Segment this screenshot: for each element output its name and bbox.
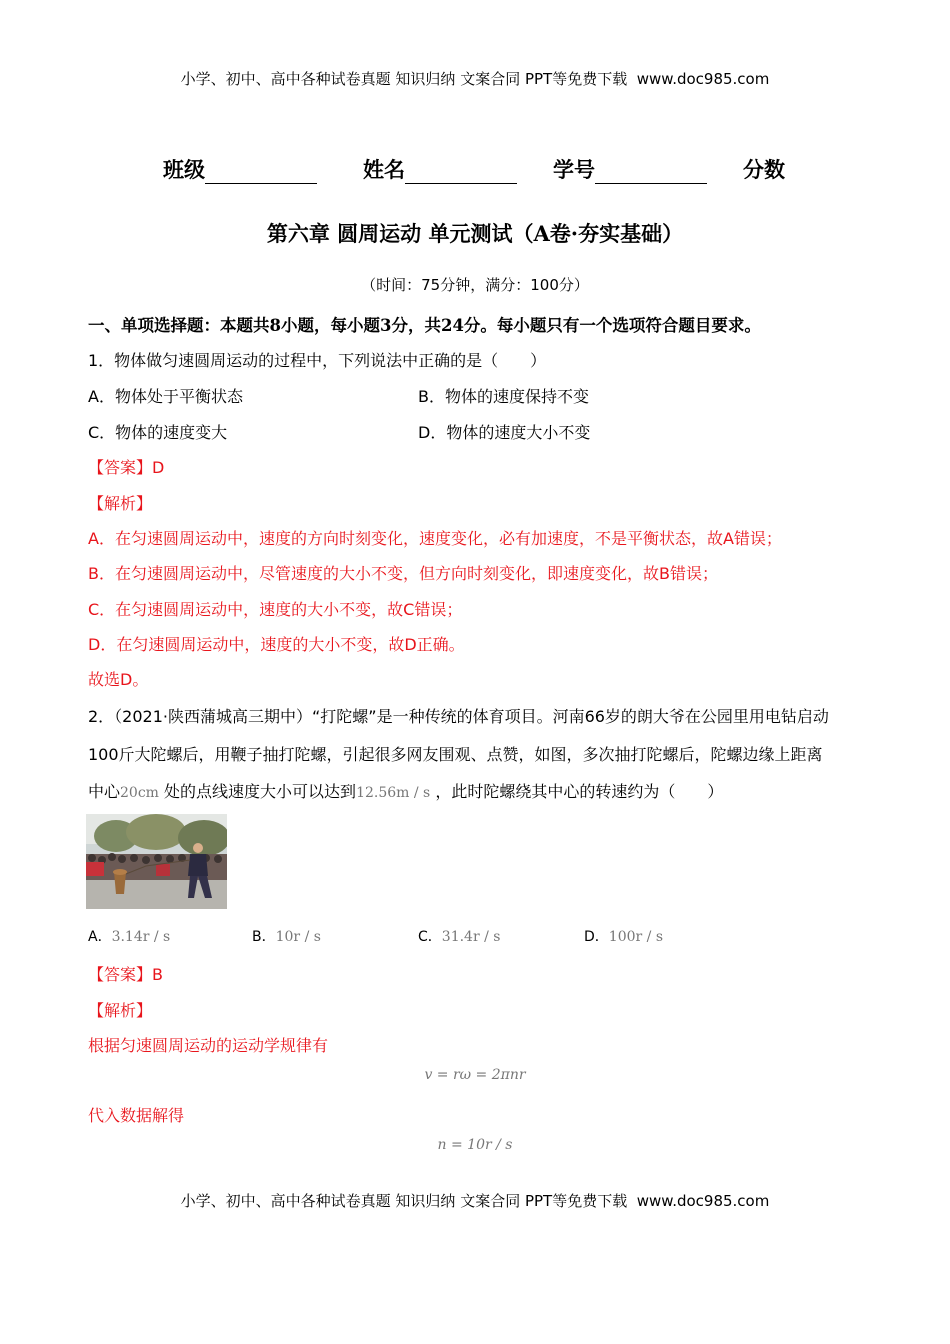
q2-formula-2: n = 10r / s xyxy=(437,1137,513,1153)
q1-analysis-b: B．在匀速圆周运动中，尽管速度的大小不变，但方向时刻变化，即速度变化，故B错误； xyxy=(88,564,718,583)
q2-option-a xyxy=(88,926,170,946)
q2-analysis-2: 代入数据解得 xyxy=(88,1106,185,1125)
class-field xyxy=(163,154,317,184)
page-subtitle: （时间：75分钟，满分：100分） xyxy=(361,276,589,294)
q1-conclusion: 故选D。 xyxy=(88,670,149,689)
footer-site: www.doc985.com xyxy=(636,1192,770,1210)
q2-option-b-label: B． xyxy=(252,929,276,945)
q2-option-b xyxy=(252,926,321,946)
header-text: 小学、初中、高中各种试卷真题 知识归纳 文案合同 PPT等免费下载 xyxy=(180,70,628,88)
q2-math-radius: 20cm xyxy=(120,785,159,801)
q2-stem-line1: 2．（2021·陕西蒲城高三期中）“打陀螺”是一种传统的体育项目。河南66岁的朗大爷在公园里用电钻启动 xyxy=(88,707,829,726)
q2-answer: 【答案】B xyxy=(88,965,163,984)
q2-option-a-value: 3.14r / s xyxy=(111,929,171,945)
q1-analysis-c: C．在匀速圆周运动中，速度的大小不变，故C错误； xyxy=(88,600,463,619)
q2-option-c-label: C． xyxy=(418,929,442,945)
q1-analysis-d: D．在匀速圆周运动中，速度的大小不变，故D正确。 xyxy=(88,635,465,654)
q2-text-b: 处的点线速度大小可以达到 xyxy=(164,782,357,801)
q2-formula-1: v = rω = 2πnr xyxy=(424,1067,526,1083)
number-field xyxy=(553,154,707,184)
q2-analysis-label: 【解析】 xyxy=(88,1001,153,1020)
q2-option-c-value: 31.4r / s xyxy=(441,929,501,945)
q1-answer: 【答案】D xyxy=(88,458,165,477)
q2-option-b-value: 10r / s xyxy=(275,929,321,945)
q1-analysis-a: A．在匀速圆周运动中，速度的方向时刻变化，速度变化，必有加速度，不是平衡状态，故A错误； xyxy=(88,529,782,548)
q2-math-speed: 12.56m / s xyxy=(356,785,431,801)
class-blank[interactable] xyxy=(205,163,317,184)
q1-option-a: A．物体处于平衡状态 xyxy=(88,387,243,406)
q2-option-a-label: A． xyxy=(88,929,112,945)
section-heading: 一、单项选择题：本题共8小题，每小题3分，共24分。每小题只有一个选项符合题目要求。 xyxy=(88,316,761,335)
q2-option-d-value: 100r / s xyxy=(608,929,663,945)
q2-stem-line2: 100斤大陀螺后，用鞭子抽打陀螺，引起很多网友围观、点赞，如图，多次抽打陀螺后，陀螺边缘上距离 xyxy=(88,745,823,764)
name-label: 姓名 xyxy=(363,158,405,182)
q2-option-d-label: D． xyxy=(584,929,609,945)
footer-text: 小学、初中、高中各种试卷真题 知识归纳 文案合同 PPT等免费下载 xyxy=(180,1192,628,1210)
q2-stem-line3 xyxy=(88,779,723,802)
q1-option-d: D．物体的速度大小不变 xyxy=(418,423,591,442)
spinning-top-photo xyxy=(86,814,227,909)
score-field xyxy=(743,154,785,184)
q1-option-b: B．物体的速度保持不变 xyxy=(418,387,589,406)
score-label: 分数 xyxy=(743,158,785,182)
class-label: 班级 xyxy=(163,158,205,182)
name-field xyxy=(363,154,517,184)
q2-text-a: 中心 xyxy=(88,782,121,801)
q2-analysis-1: 根据匀速圆周运动的运动学规律有 xyxy=(88,1036,329,1055)
q2-option-d xyxy=(584,926,663,946)
page-title: 第六章 圆周运动 单元测试（A卷·夯实基础） xyxy=(266,221,684,246)
header-site: www.doc985.com xyxy=(636,70,770,88)
number-blank[interactable] xyxy=(595,163,707,184)
page-footer xyxy=(0,1190,950,1211)
q1-stem: 1．物体做匀速圆周运动的过程中，下列说法中正确的是（ ） xyxy=(88,351,547,370)
q1-option-c: C．物体的速度变大 xyxy=(88,423,228,442)
page-header xyxy=(0,68,950,89)
q1-analysis-label: 【解析】 xyxy=(88,494,153,513)
q2-text-c: ，此时陀螺绕其中心的转速约为（ ） xyxy=(435,782,724,801)
q2-option-c xyxy=(418,926,500,946)
number-label: 学号 xyxy=(553,158,595,182)
name-blank[interactable] xyxy=(405,163,517,184)
